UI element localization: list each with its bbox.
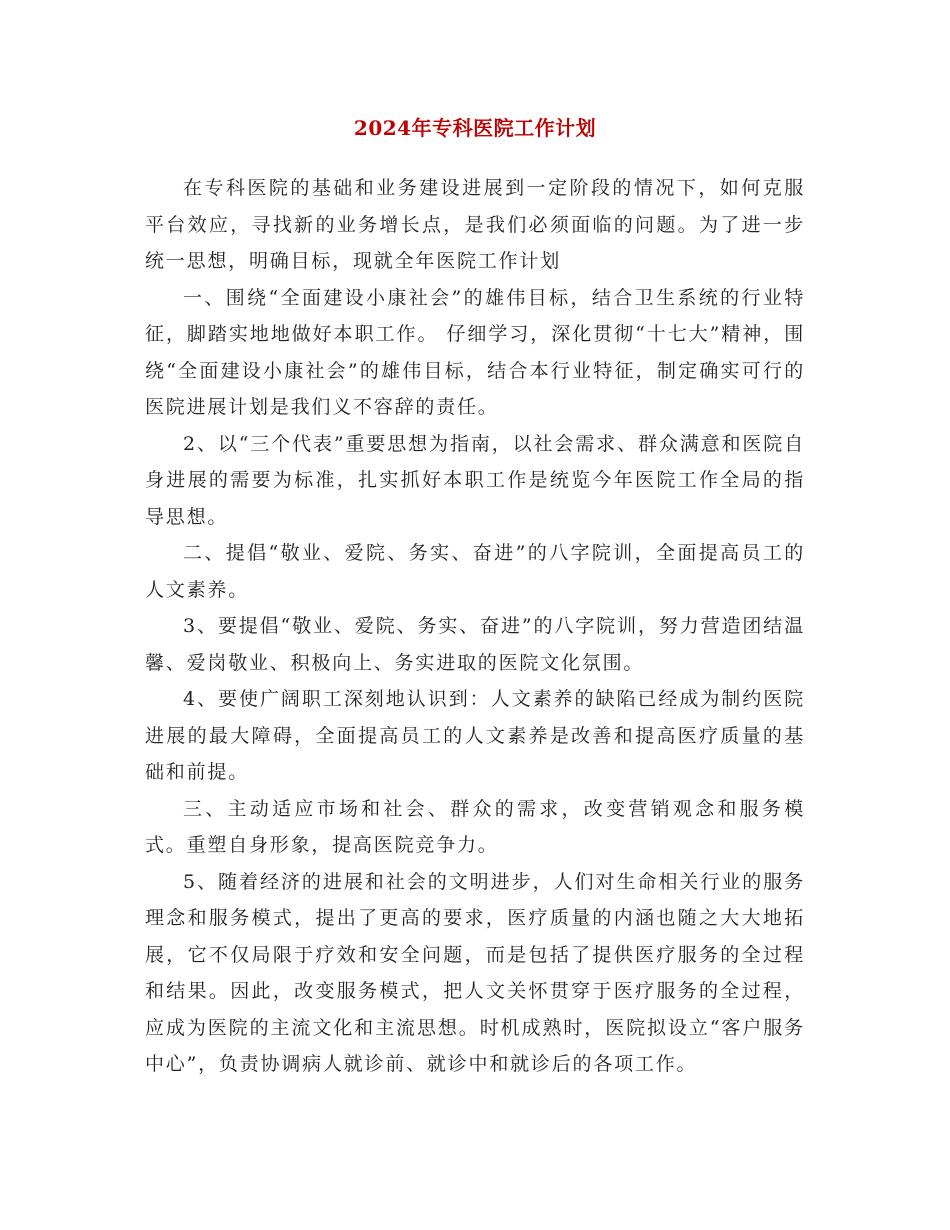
paragraph-section-1: 一、围绕“全面建设小康社会”的雄伟目标，结合卫生系统的行业特征，脚踏实地地做好本职工作。 仔细学习，深化贯彻“十七大”精神，围绕“全面建设小康社会”的雄伟目标，结合本行业特征，制定确实可行的医院进展计划是我们义不容辞的责任。	[145, 286, 805, 418]
paragraph-intro: 在专科医院的基础和业务建设进展到一定阶段的情况下，如何克服平台效应，寻找新的业务增长点，是我们必须面临的问题。为了进一步统一思想，明确目标，现就全年医院工作计划	[145, 177, 805, 272]
paragraph-item-4: 4、要使广阔职工深刻地认识到：人文素养的缺陷已经成为制约医院进展的最大障碍，全面提高员工的人文素养是改善和提高医疗质量的基础和前提。	[145, 688, 805, 783]
paragraph-item-3: 3、要提倡“敬业、爱院、务实、奋进”的八字院训，努力营造团结温馨、爱岗敬业、积极向上、务实进取的医院文化氛围。	[145, 615, 805, 674]
paragraph-item-5: 5、随着经济的进展和社会的文明进步，人们对生命相关行业的服务理念和服务模式，提出了更高的要求，医疗质量的内涵也随之大大地拓展，它不仅局限于疗效和安全问题，而是包括了提供医疗服务的全过程和结果。因此，改变服务模式，把人文关怀贯穿于医疗服务的全过程，应成为医院的主流文化和主流思想。时机成熟时，医院拟设立“客户服务中心”，负责协调病人就诊前、就诊中和就诊后的各项工作。	[145, 870, 805, 1075]
paragraph-section-2: 二、提倡“敬业、爱院、务实、奋进”的八字院训，全面提高员工的人文素养。	[145, 542, 805, 601]
paragraph-section-3: 三、主动适应市场和社会、群众的需求，改变营销观念和服务模式。重塑自身形象，提高医院竞争力。	[145, 797, 805, 856]
document-title: 2024年专科医院工作计划	[353, 116, 597, 140]
paragraph-item-2: 2、以“三个代表”重要思想为指南，以社会需求、群众满意和医院自身进展的需要为标准，扎实抓好本职工作是统览今年医院工作全局的指导思想。	[145, 432, 805, 528]
